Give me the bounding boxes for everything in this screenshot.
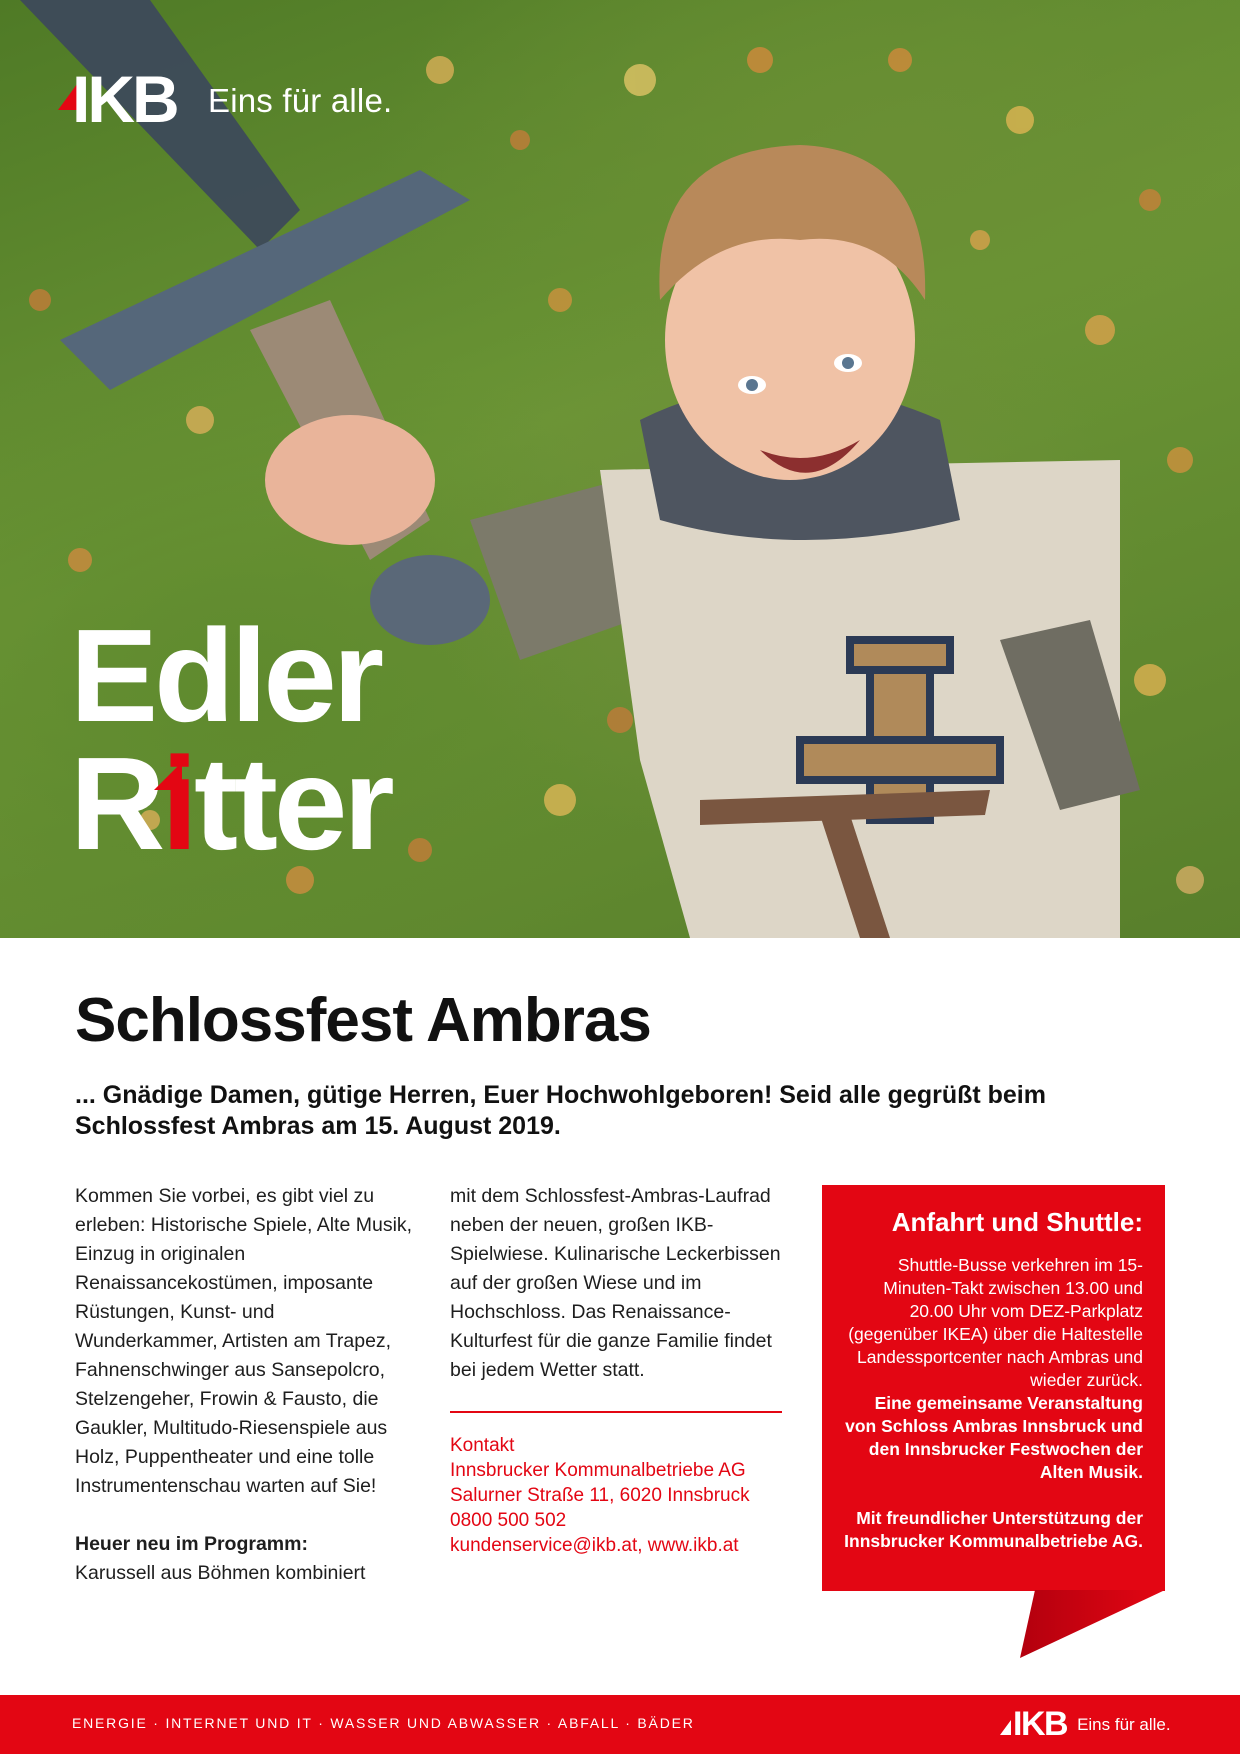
logo-wordmark: IKB	[72, 62, 177, 136]
program-text-continued: mit dem Schlossfest-Ambras-Laufrad neben der neuen, großen IKB-Spielwiese. Kulinarische Leckerbissen auf der großen Wiese und im Hochschloss. Das Renaissance-Kulturfest für die ganze Familie findet bei jedem Wetter statt.	[450, 1185, 781, 1381]
infobox-organizer: Eine gemeinsame Veranstaltung von Schloss Ambras Innsbruck und den Innsbrucker Festwochen der Alten Musik.	[845, 1393, 1143, 1482]
program-text: Kommen Sie vorbei, es gibt viel zu erleben: Historische Spiele, Alte Musik, Einzug in originalen Renaissancekostümen, imposante Rüstungen, Kunst- und Wunderkammer, Artisten am Trapez, Fahnenschwinger aus Sansepolcro, Stelzengeher, Frowin & Fausto, die Gaukler, Multitudo-Riesenspiele aus Holz, Puppentheater und eine tolle Instrumentenschau warten auf Sie!	[75, 1185, 413, 1497]
event-title: Schlossfest Ambras	[75, 986, 651, 1055]
contact-block	[450, 1433, 810, 1558]
footer-services: ENERGIE · INTERNET UND IT · WASSER UND ABWASSER · ABFALL · BÄDER	[72, 1715, 695, 1731]
infobox-title: Anfahrt und Shuttle:	[891, 1207, 1143, 1237]
text-column-2	[450, 1182, 785, 1385]
contact-address: Salurner Straße 11, 6020 Innsbruck	[450, 1485, 750, 1506]
ikb-logo	[58, 62, 393, 136]
text-column-1	[75, 1182, 415, 1588]
headline-line-2: Ritter	[70, 730, 391, 877]
infobox-shuttle-text: Shuttle-Busse verkehren im 15-Minuten-Takt zwischen 13.00 und 20.00 Uhr vom DEZ-Parkplatz (gegenüber IKEA) über die Haltestelle Landessportcenter nach Ambras und wieder zurück.	[848, 1255, 1143, 1390]
contact-label: Kontakt	[450, 1435, 515, 1456]
footer-logo	[1000, 1705, 1171, 1744]
divider	[450, 1411, 782, 1413]
ikb-logo-mark	[58, 62, 190, 136]
footer-logo-wordmark: IKB	[1013, 1705, 1068, 1743]
new-program-heading: Heuer neu im Programm:	[75, 1533, 308, 1555]
contact-web[interactable]: kundenservice@ikb.at, www.ikb.at	[450, 1535, 739, 1556]
footer-logo-triangle-icon	[1000, 1720, 1011, 1735]
contact-company: Innsbrucker Kommunalbetriebe AG	[450, 1460, 746, 1481]
headline-red-i: i	[161, 730, 195, 877]
headline-line-1: Edler	[70, 602, 381, 749]
hero-headline	[70, 602, 391, 877]
shuttle-infobox	[822, 1185, 1165, 1591]
headline-red-triangle-icon	[154, 762, 182, 790]
contact-phone[interactable]: 0800 500 502	[450, 1510, 567, 1531]
footer-claim: Eins für alle.	[1077, 1714, 1171, 1734]
new-program-text: Karussell aus Böhmen kombiniert	[75, 1562, 366, 1584]
infobox-fold-icon	[1020, 1590, 1170, 1660]
infobox-body	[840, 1254, 1143, 1553]
event-subtitle: ... Gnädige Damen, gütige Herren, Euer Hochwohlgeboren! Seid alle gegrüßt beim Schlossfest Ambras am 15. August 2019.	[75, 1081, 1046, 1140]
brand-claim: Eins für alle.	[208, 82, 393, 119]
footer-bar	[0, 1695, 1240, 1754]
infobox-support: Mit freundlicher Unterstützung der Innsbrucker Kommunalbetriebe AG.	[844, 1508, 1143, 1551]
